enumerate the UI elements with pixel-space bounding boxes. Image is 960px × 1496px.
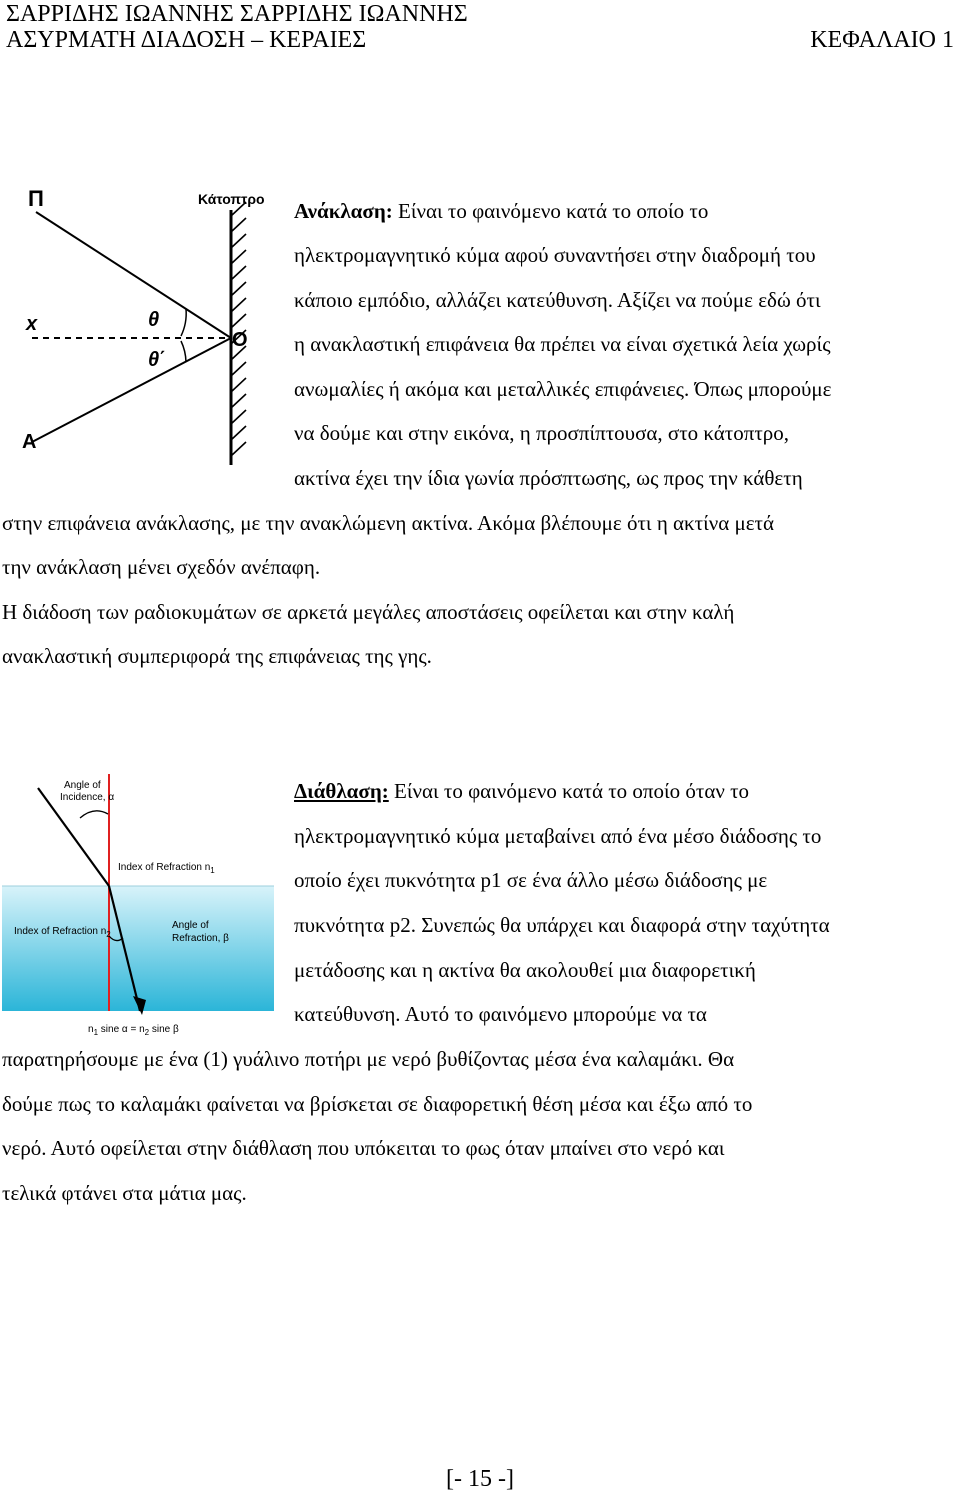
reflection-line-9: την ανάκλαση μένει σχεδόν ανέπαφη. [2,555,321,579]
incident-ray [36,212,231,338]
refraction-line-9: νερό. Αυτό οφείλεται στην διάθλαση που υπόκειται το φως όταν μπαίνει στο νερό και [2,1136,725,1160]
refraction-term: Διάθλαση: [294,779,389,803]
label-angle-refraction-1: Angle of [172,920,209,931]
reflection-line-7: ακτίνα έχει την ίδια γωνία πρόσπτωσης, ως προς την κάθετη [294,466,803,490]
label-index-n1: Index of Refraction $n_1$ [118,862,215,875]
refraction-line-10: τελικά φτάνει στα μάτια μας. [2,1181,247,1205]
reflection-line-3: κάποιο εμπόδιο, αλλάζει κατεύθυνση. Αξίζει να πούμε εδώ ότι [294,288,821,312]
label-angle-incidence-1: Angle of [64,780,101,791]
label-point-o: O [232,329,248,351]
label-snell-law: $n_1$ sine $\alpha = n_2$ sine β [88,1024,179,1037]
reflection-term: Ανάκλαση: [294,199,393,223]
reflected-ray [32,338,231,442]
label-point-a: A [22,431,37,453]
reflection-line-2: ηλεκτρομαγνητικό κύμα αφού συναντήσει στην διαδρομή του [294,243,816,267]
refraction-line-5: μετάδοσης και η ακτίνα θα ακολουθεί μια διαφορετική [294,958,756,982]
label-index-n2: Index of Refraction $n_2$ [14,926,111,939]
reflection-line-10: Η διάδοση των ραδιοκυμάτων σε αρκετά μεγάλες αποστάσεις οφείλεται και στην καλή [2,600,735,624]
label-point-x: x [26,313,38,335]
label-theta-prime: θ΄ [148,349,166,371]
refraction-figure [2,770,277,1040]
label-angle-incidence-2: Incidence, α [60,792,115,803]
refraction-line-1: Διάθλαση: Είναι το φαινόμενο κατά το οποίο όταν το [294,779,750,803]
reflection-line-8: στην επιφάνεια ανάκλασης, με την ανακλώμενη ακτίνα. Ακόμα βλέπουμε ότι η ακτίνα μετά [2,511,774,535]
refraction-line-7: παρατηρήσουμε με ένα (1) γυάλινο ποτήρι με νερό βυθίζοντας μέσα ένα καλαμάκι. Θα [2,1047,735,1071]
reflection-line-11: ανακλαστική συμπεριφορά της επιφάνειας της γης. [2,644,432,668]
label-theta: θ [148,309,160,331]
header-chapter: ΚΕΦΑΛΑΙΟ 1 [810,27,954,53]
water-medium [2,886,274,1011]
refraction-line-6: κατεύθυνση. Αυτό το φαινόμενο μπορούμε να τα [294,1002,707,1026]
label-mirror: Κάτοπτρο [198,191,265,207]
header-subject: ΑΣΥΡΜΑΤΗ ΔΙΑΔΟΣΗ – ΚΕΡΑΙΕΣ [6,27,367,53]
header-author: ΣΑΡΡΙΔΗΣ ΙΩΑΝΝΗΣ ΣΑΡΡΙΔΗΣ ΙΩΑΝΝΗΣ [6,1,468,27]
refraction-line-8: δούμε πως το καλαμάκι φαίνεται να βρίσκεται σε διαφορετική θέση μέσα και έξω από το [2,1092,753,1116]
reflection-figure [18,180,280,475]
label-angle-refraction-2: Refraction, β [172,933,229,944]
page-number: [- 15 -] [446,1466,514,1492]
angle-arc-theta [181,309,186,336]
refraction-line-4: πυκνότητα p2. Συνεπώς θα υπάρχει και διαφορά στην ταχύτητα [294,913,830,937]
refraction-line-2: ηλεκτρομαγνητικό κύμα μεταβαίνει από ένα μέσο διάδοσης το [294,824,822,848]
reflection-line-1: Ανάκλαση: Είναι το φαινόμενο κατά το οποίο το [294,199,709,223]
reflection-line-4: η ανακλαστική επιφάνεια θα πρέπει να είναι σχετικά λεία χωρίς [294,332,831,356]
reflection-line-5: ανωμαλίες ή ακόμα και μεταλλικές επιφάνειες. Όπως μπορούμε [294,377,832,401]
reflection-line-6: να δούμε και στην εικόνα, η προσπίπτουσα, στο κάτοπτρο, [294,421,790,445]
refraction-line-3: οποίο έχει πυκνότητα p1 σε ένα άλλο μέσω διάδοσης με [294,868,768,892]
angle-arc-theta-prime [181,341,186,362]
angle-arc-incidence [80,811,108,818]
label-point-p: Π [28,186,44,211]
